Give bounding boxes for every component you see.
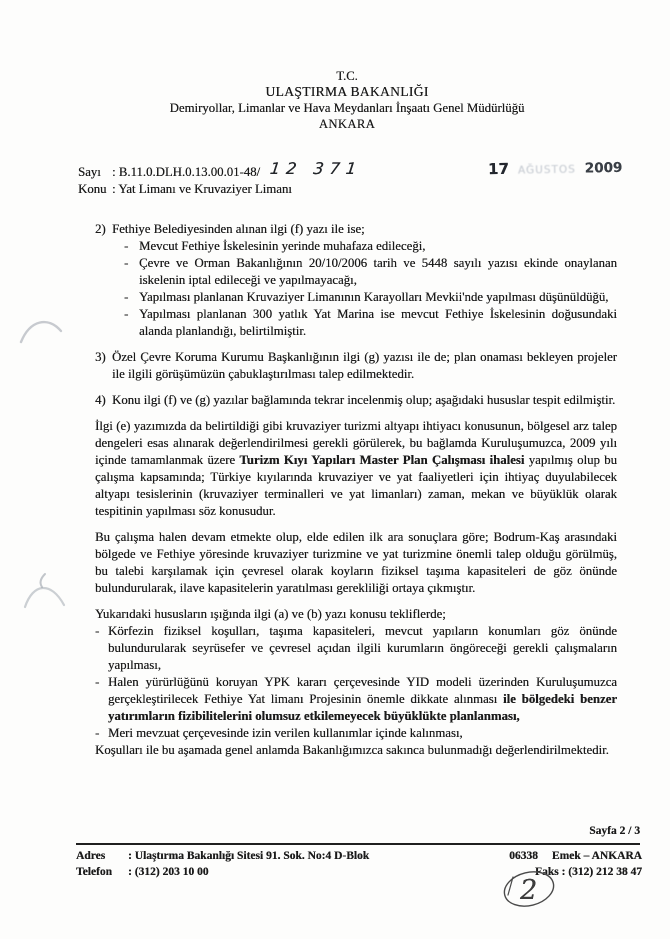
- item-2-intro: Fethiye Belediyesinden alınan ilgi (f) yazı ile ise;: [112, 222, 365, 236]
- item-3-text: Özel Çevre Koruma Kurumu Başkanlığının ilgi (g) yazısı ile de; plan onaması bekleyen projeler ile ilgili görüşümüzün çabuklaştırılması talep edilmektedir.: [112, 350, 617, 381]
- closing-statement: Koşulları ile bu aşamada genel anlamda Bakanlığımızca sakınca bulunmadığı değerlendirilmektedir.: [95, 743, 609, 757]
- handwritten-page-number: 2: [520, 875, 538, 906]
- date-stamp-month: AĞUSTOS: [517, 163, 576, 177]
- konu-value: : Yat Limanı ve Kruvaziyer Limanı: [112, 182, 292, 196]
- konu-label: Konu: [78, 182, 107, 196]
- numbered-item-4: [95, 392, 617, 409]
- date-stamp-day: 17: [487, 159, 510, 179]
- sayi-handwritten-number: 12 371: [268, 159, 364, 178]
- faks-value: : (312) 212 38 47: [561, 866, 642, 878]
- paragraph-text: Halen yürürlüğünü koruyan YPK kararı çerçevesinde YID modeli üzerinden Kuruluşumuzca gerçekleştirilecek Fethiye Yat limanı Projesinin önemle dikkate alınması: [108, 675, 617, 706]
- item-2-bullet-2: [124, 255, 617, 289]
- telefon-row: [76, 864, 369, 880]
- bullet-text: Yapılması planlanan Kruvaziyer Limanının Karayolları Mevkii'nde yapılması düşünüldüğü,: [139, 290, 609, 304]
- reference-block: [78, 159, 364, 198]
- telefon-label: Telefon: [76, 866, 112, 878]
- footer-divider: [76, 843, 640, 845]
- proposal-bullet-1: [95, 623, 617, 674]
- numbered-item-3: [95, 349, 617, 383]
- paragraph-study-results: Bu çalışma halen devam etmekte olup, elde edilen ilk ara sonuçlara göre; Bodrum-Kaş arasındaki bölgede ve Fethiye yöresinde kruvaziyer turizmine ve yat turizmine önemli talep olduğu görülmüş, bu talebi karşılamak için çevresel olarak koyların fiziksel taşıma kapasiteleri de göz önünde bulundurularak, ilave kapasitelerin yaratılması gerekliliği ortaya çıkmıştır.: [95, 530, 617, 595]
- adres-value: : Ulaştırma Bakanlığı Sitesi 91. Sok. No:4 D-Blok: [128, 850, 370, 862]
- scan-artifact-icon: [18, 569, 72, 615]
- bullet-dash: -: [124, 307, 129, 321]
- sayi-row: [78, 159, 364, 181]
- postal-city-row: [509, 848, 642, 864]
- bullet-text: Mevcut Fethiye İskelesinin yerinde muhafaza edileceği,: [139, 239, 426, 253]
- letterhead-tc: T.C.: [336, 69, 358, 83]
- bullet-dash: -: [124, 290, 129, 304]
- bullet-text: Körfezin fiziksel koşulları, taşıma kapasiteleri, mevcut yapıların konumları göz önünde bulundurularak seyrüsefer ve çevresel açıdan ilgili kurumların öngöreceği gerekli çalışmaların yapılması,: [108, 624, 617, 672]
- bullet-text: Yapılması planlanan 300 yatlık Yat Marina ise mevcut Fethiye İskelesinin doğusundaki alanda planlandığı, belirtilmiştir.: [139, 307, 617, 338]
- bullet-dash: -: [124, 256, 129, 270]
- bullet-dash: -: [95, 675, 100, 689]
- paragraph-bold-text: ile bölgedeki benzer yatırımların fizibilitelerini olumsuz etkilemeyecek büyüklükte planlanması,: [108, 692, 617, 723]
- date-stamp: [488, 158, 623, 178]
- sayi-label: Sayı: [78, 165, 101, 179]
- item-4-text: Konu ilgi (f) ve (g) yazılar bağlamında tekrar incelenmiş olup; aşağıdaki hususlar tespit edilmiştir.: [112, 393, 616, 407]
- paragraph-text: İlgi (e) yazımızda da belirtildiği gibi kruvaziyer turizmi altyapı ihtiyacı konusunun, bölgesel arz talep dengeleri esas alınarak değerlendirilmesi gerekli görülerek, bu bağlamda Kuruluşumuzca, 2009 yılı içinde tamamlanmak üzere: [95, 419, 617, 467]
- bullet-dash: -: [95, 726, 100, 740]
- scan-artifact-icon: [16, 314, 66, 350]
- item-2-bullet-3: [124, 289, 617, 306]
- proposal-bullet-3: [95, 725, 617, 742]
- proposal-bullet-2: [95, 674, 617, 725]
- proposals-intro: Yukarıdaki hususların ışığında ilgi (a) ve (b) yazı konusu tekliflerde;: [95, 607, 446, 621]
- item-number: 3): [95, 350, 106, 364]
- numbered-item-2: [95, 221, 617, 340]
- letterhead: [24, 68, 670, 132]
- postal-code: 06338: [509, 850, 538, 862]
- letterhead-city: ANKARA: [318, 117, 376, 131]
- city: Emek – ANKARA: [551, 850, 642, 862]
- date-stamp-year: 2009: [584, 159, 623, 177]
- item-number: 4): [95, 393, 106, 407]
- sayi-value: : B.11.0.DLH.0.13.00.01-48/: [112, 165, 261, 179]
- bullet-text: Meri mevzuat çerçevesinde izin verilen kullanımlar içinde kalınması,: [108, 726, 463, 740]
- bullet-dash: -: [124, 239, 129, 253]
- item-number: 2): [95, 222, 106, 236]
- letterhead-ministry: ULAŞTIRMA BAKANLIĞI: [265, 84, 429, 99]
- adres-label: Adres: [76, 850, 106, 862]
- bullet-text: [108, 674, 617, 725]
- faks-label: Faks: [534, 866, 559, 878]
- letterhead-directorate: Demiryollar, Limanlar ve Hava Meydanları İnşaatı Genel Müdürlüğü: [169, 101, 525, 115]
- item-2-bullet-4: [124, 306, 617, 340]
- paragraph-master-plan: [95, 418, 617, 520]
- paragraph-text: yapılmış olup bu çalışma kapsamında; Türkiye kıyılarında kruvaziyer ve yat faaliyetleri için ihtiyaç duyulabilecek altyapı tesislerinin (kruvaziyer terminalleri ve yat limanları) zaman, mekan ve büyüklük olarak tespitinin yapılması söz konusudur.: [95, 453, 617, 518]
- handwritten-circle-icon: [498, 866, 562, 912]
- telefon-value: : (312) 203 10 00: [128, 866, 209, 878]
- proposals-section: [95, 606, 617, 759]
- konu-row: [78, 181, 362, 198]
- page-indicator: Sayfa 2 / 3: [589, 825, 640, 837]
- bullet-text: Çevre ve Orman Bakanlığının 20/10/2006 tarih ve 5448 sayılı yazısı ekinde onaylanan iskelenin iptal edileceği ve yapılmayacağı,: [139, 256, 617, 287]
- bullet-dash: -: [95, 624, 100, 638]
- item-2-bullet-1: [124, 238, 617, 255]
- adres-row: [76, 848, 369, 864]
- letter-body: [95, 221, 617, 759]
- paragraph-bold-text: Turizm Kıyı Yapıları Master Plan Çalışması ihalesi: [239, 453, 525, 467]
